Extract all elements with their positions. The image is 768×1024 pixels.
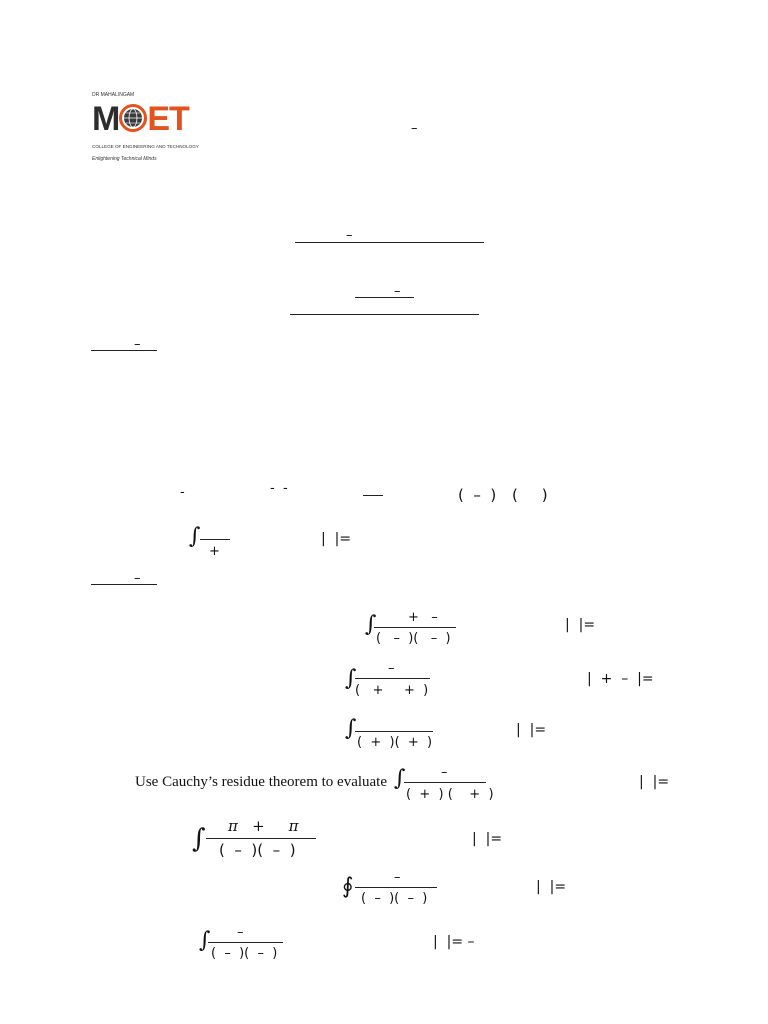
q6-numerator: π + π [228,817,299,835]
q8-integral: ∫ [199,928,211,953]
q8-denominator: ( – )( – ) [211,946,278,961]
title-underline-2a [355,297,414,298]
q7-contour-integral: ∮ [342,874,354,899]
q5-fraction-bar [404,782,486,783]
q7-numerator: – [394,870,401,885]
q3-denominator: ( + + ) [355,683,429,698]
globe-icon [119,104,147,132]
q7-fraction-bar [355,887,437,888]
q6-integral: ∫ [192,824,206,854]
q4-fraction-bar [355,731,433,732]
q3-fraction-bar [355,678,430,679]
q5-denominator: ( + ) ( + ) [406,787,494,802]
q8-condition: | |= – [433,934,475,950]
logo-tagline: Enlightening Technical Minds [92,156,157,162]
row1-paren-a: ( – ) [458,486,497,504]
q4-condition: | |= [516,722,547,738]
q5-condition: | |= [639,774,670,790]
q6-denominator: ( – )( – ) [219,841,296,859]
q2-numerator: + – [408,610,438,625]
q7-denominator: ( – )( – ) [361,891,428,906]
q1-integral: ∫ [189,524,201,549]
part-a-dash: – [134,337,141,352]
logo-letter-m: M [92,100,120,138]
logo-subtitle: COLLEGE OF ENGINEERING AND TECHNOLOGY [92,144,199,149]
q2-integral: ∫ [365,612,377,637]
q5-prompt: Use Cauchy’s residue theorem to evaluate [135,774,387,790]
q2-fraction-bar [374,627,456,628]
q2-denominator: ( – )( – ) [376,631,451,646]
q8-fraction-bar [208,942,283,943]
logo-letters-et: ET [147,100,189,138]
row1-paren-b: ( ) [512,486,548,504]
mcet-logo [92,92,210,168]
header-dash: – [411,121,418,136]
title-line2-dash: – [394,284,401,299]
q3-condition: | + – |= [587,671,654,687]
title-line1-dash: – [346,228,353,243]
title-underline-2b [290,314,479,315]
logo-top-text: DR MAHALINGAM [92,92,135,98]
q6-condition: | |= [472,831,503,847]
part-b-underline [91,584,157,585]
q6-fraction-bar [206,838,316,839]
part-a-underline [91,350,157,351]
row1-symbol-b: - - [270,481,288,496]
row1-fraction-bar [363,495,383,496]
row1-symbol-a: - [180,485,185,500]
part-b-dash: – [134,571,141,586]
q3-integral: ∫ [345,666,357,691]
title-underline-1 [295,242,484,243]
q1-condition: | |= [321,531,352,547]
q1-fraction-bar [200,539,230,540]
q7-condition: | |= [536,879,567,895]
q8-numerator: – [237,925,244,940]
q4-integral: ∫ [345,716,357,741]
q3-numerator: – [388,661,395,676]
q1-denominator: + [209,544,220,559]
q4-denominator: ( + )( + ) [357,735,433,750]
q5-integral: ∫ [394,766,406,791]
logo-wordmark [92,102,189,136]
q2-condition: | |= [565,617,596,633]
q5-numerator: – [441,765,448,780]
